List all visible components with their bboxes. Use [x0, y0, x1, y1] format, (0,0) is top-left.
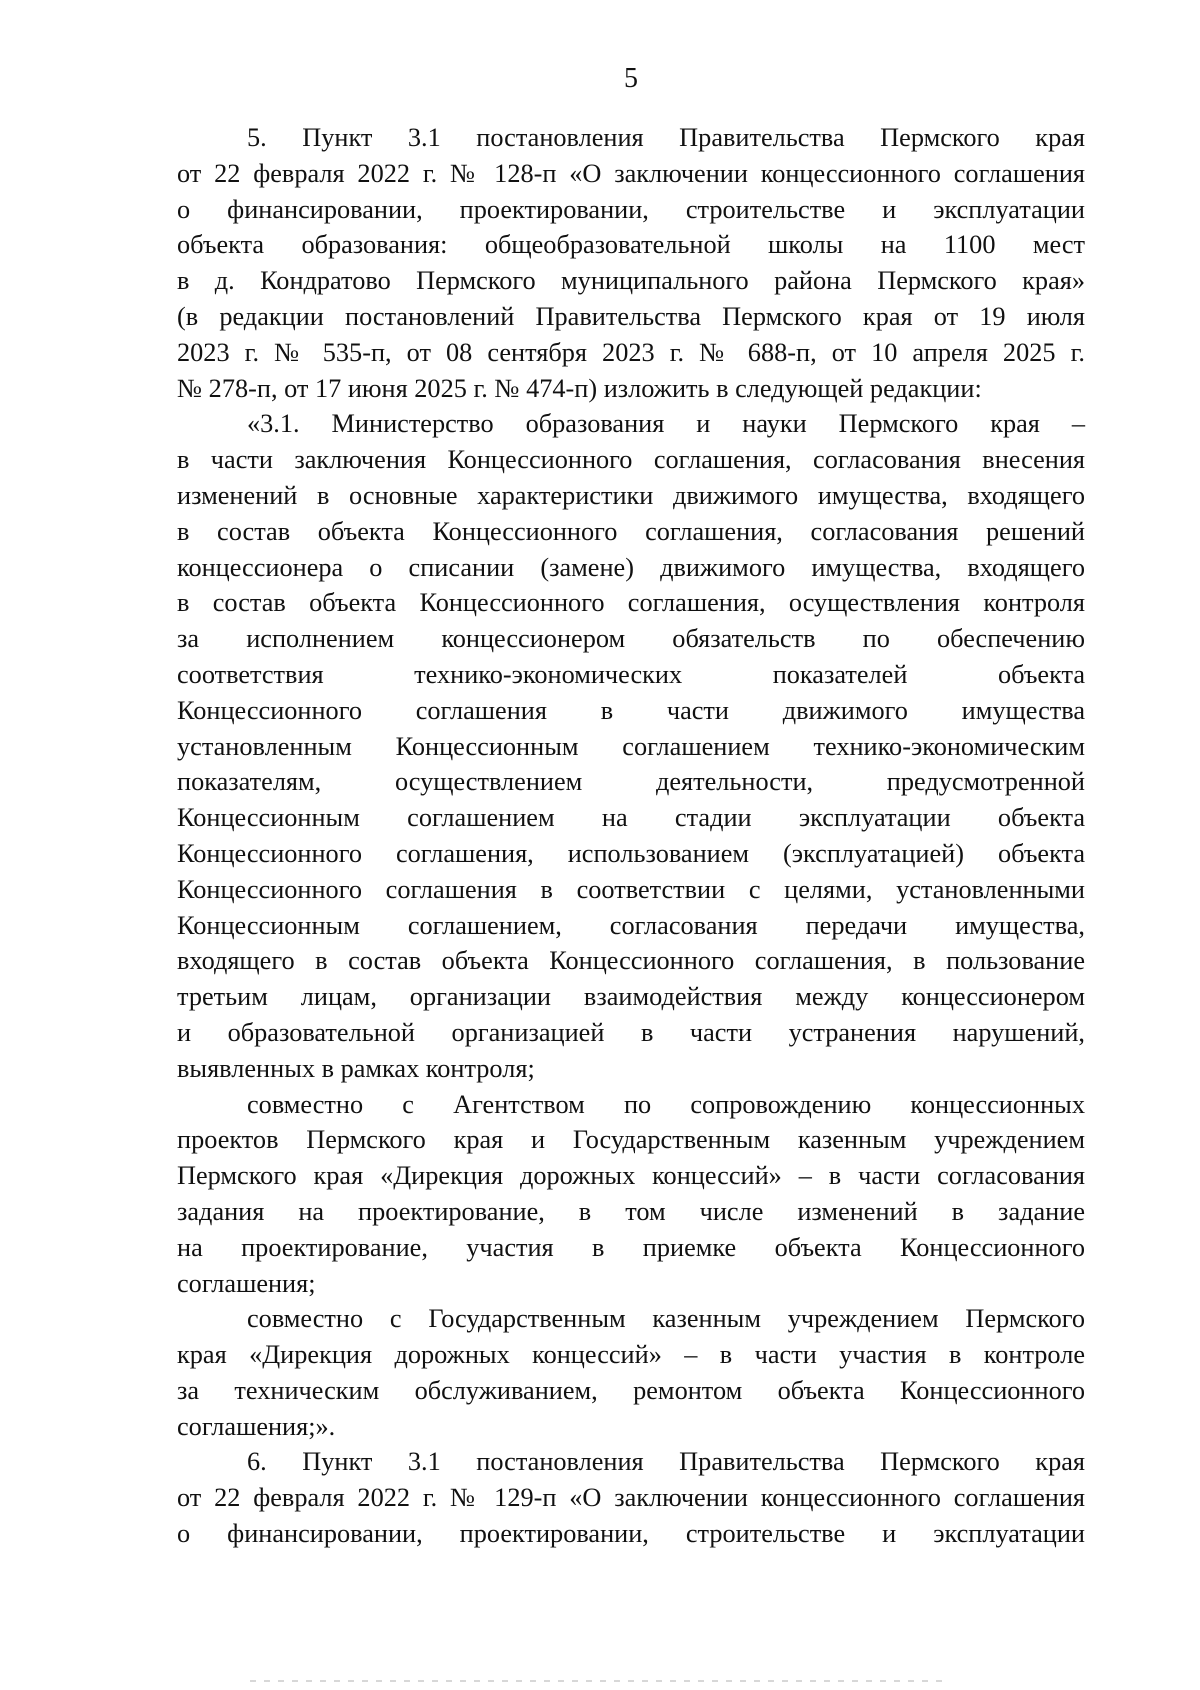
text-line: концессионера о списании (замене) движимого имущества, входящего — [177, 552, 1085, 582]
text-line: в состав объекта Концессионного соглашения, осуществления контроля — [177, 588, 1085, 618]
paragraph-item-6 — [177, 1444, 1085, 1551]
paragraph-item-gku — [177, 1301, 1085, 1444]
text-line: объекта образования: общеобразовательной школы на 1100 мест — [177, 230, 1085, 260]
text-line: соглашения; — [177, 1268, 316, 1298]
paragraph-item-3-1 — [177, 406, 1085, 1086]
text-line: совместно с Государственным казенным учреждением Пермского — [247, 1304, 1085, 1334]
text-line: Концессионным соглашением, согласования передачи имущества, — [177, 910, 1085, 940]
text-line: (в редакции постановлений Правительства Пермского края от 19 июля — [177, 301, 1085, 331]
text-line: № 278-п, от 17 июня 2025 г. № 474-п) изложить в следующей редакции: — [177, 373, 982, 403]
paragraph-item-5 — [177, 120, 1085, 406]
text-line: о финансировании, проектировании, строительстве и эксплуатации — [177, 1519, 1085, 1549]
paragraph-item-agency — [177, 1087, 1085, 1302]
text-line: проектов Пермского края и Государственным казенным учреждением — [177, 1125, 1085, 1155]
text-line: края «Дирекция дорожных концессий» – в части участия в контроле — [177, 1340, 1085, 1370]
text-line: установленным Концессионным соглашением технико-экономическим — [177, 731, 1085, 761]
text-line: Концессионного соглашения, использованием (эксплуатацией) объекта — [177, 838, 1085, 868]
text-line: о финансировании, проектировании, строительстве и эксплуатации — [177, 194, 1085, 224]
text-line: 2023 г. № 535-п, от 08 сентября 2023 г. № 688-п, от 10 апреля 2025 г. — [177, 337, 1085, 367]
text-line: третьим лицам, организации взаимодействия между концессионером — [177, 982, 1085, 1012]
text-line: на проектирование, участия в приемке объекта Концессионного — [177, 1232, 1085, 1262]
text-line: за техническим обслуживанием, ремонтом объекта Концессионного — [177, 1375, 1085, 1405]
text-line: от 22 февраля 2022 г. № 129-п «О заключении концессионного соглашения — [177, 1483, 1085, 1513]
text-line: показателям, осуществлением деятельности, предусмотренной — [177, 767, 1085, 797]
text-line: 5. Пункт 3.1 постановления Правительства Пермского края — [247, 123, 1085, 152]
text-line: от 22 февраля 2022 г. № 128-п «О заключении концессионного соглашения — [177, 158, 1085, 188]
text-line: задания на проектирование, в том числе изменений в задание — [177, 1196, 1085, 1226]
text-line: Концессионным соглашением на стадии эксплуатации объекта — [177, 803, 1085, 833]
text-line: совместно с Агентством по сопровождению концессионных — [247, 1089, 1085, 1119]
text-line: в д. Кондратово Пермского муниципального района Пермского края» — [177, 266, 1085, 296]
text-line: изменений в основные характеристики движимого имущества, входящего — [177, 480, 1085, 510]
text-line: 6. Пункт 3.1 постановления Правительства Пермского края — [247, 1447, 1085, 1477]
text-line: входящего в состав объекта Концессионного соглашения, в пользование — [177, 946, 1085, 976]
text-line: Концессионного соглашения в соответствии с целями, установленными — [177, 874, 1085, 904]
page-number: 5 — [624, 63, 638, 94]
text-line: соглашения;». — [177, 1411, 336, 1441]
text-line: в состав объекта Концессионного соглашения, согласования решений — [177, 516, 1085, 546]
text-line: выявленных в рамках контроля; — [177, 1053, 535, 1083]
text-line: Пермского края «Дирекция дорожных концессий» – в части согласования — [177, 1161, 1085, 1191]
text-line: в части заключения Концессионного соглашения, согласования внесения — [177, 445, 1085, 475]
text-line: соответствия технико-экономических показателей объекта — [177, 659, 1085, 689]
text-line: и образовательной организацией в части устранения нарушений, — [177, 1017, 1085, 1047]
scan-artifact — [250, 1680, 950, 1682]
text-line: Концессионного соглашения в части движимого имущества — [177, 695, 1085, 725]
text-line: за исполнением концессионером обязательств по обеспечению — [177, 624, 1085, 654]
text-line: «3.1. Министерство образования и науки Пермского края – — [247, 409, 1085, 439]
document-body — [177, 120, 1085, 1552]
